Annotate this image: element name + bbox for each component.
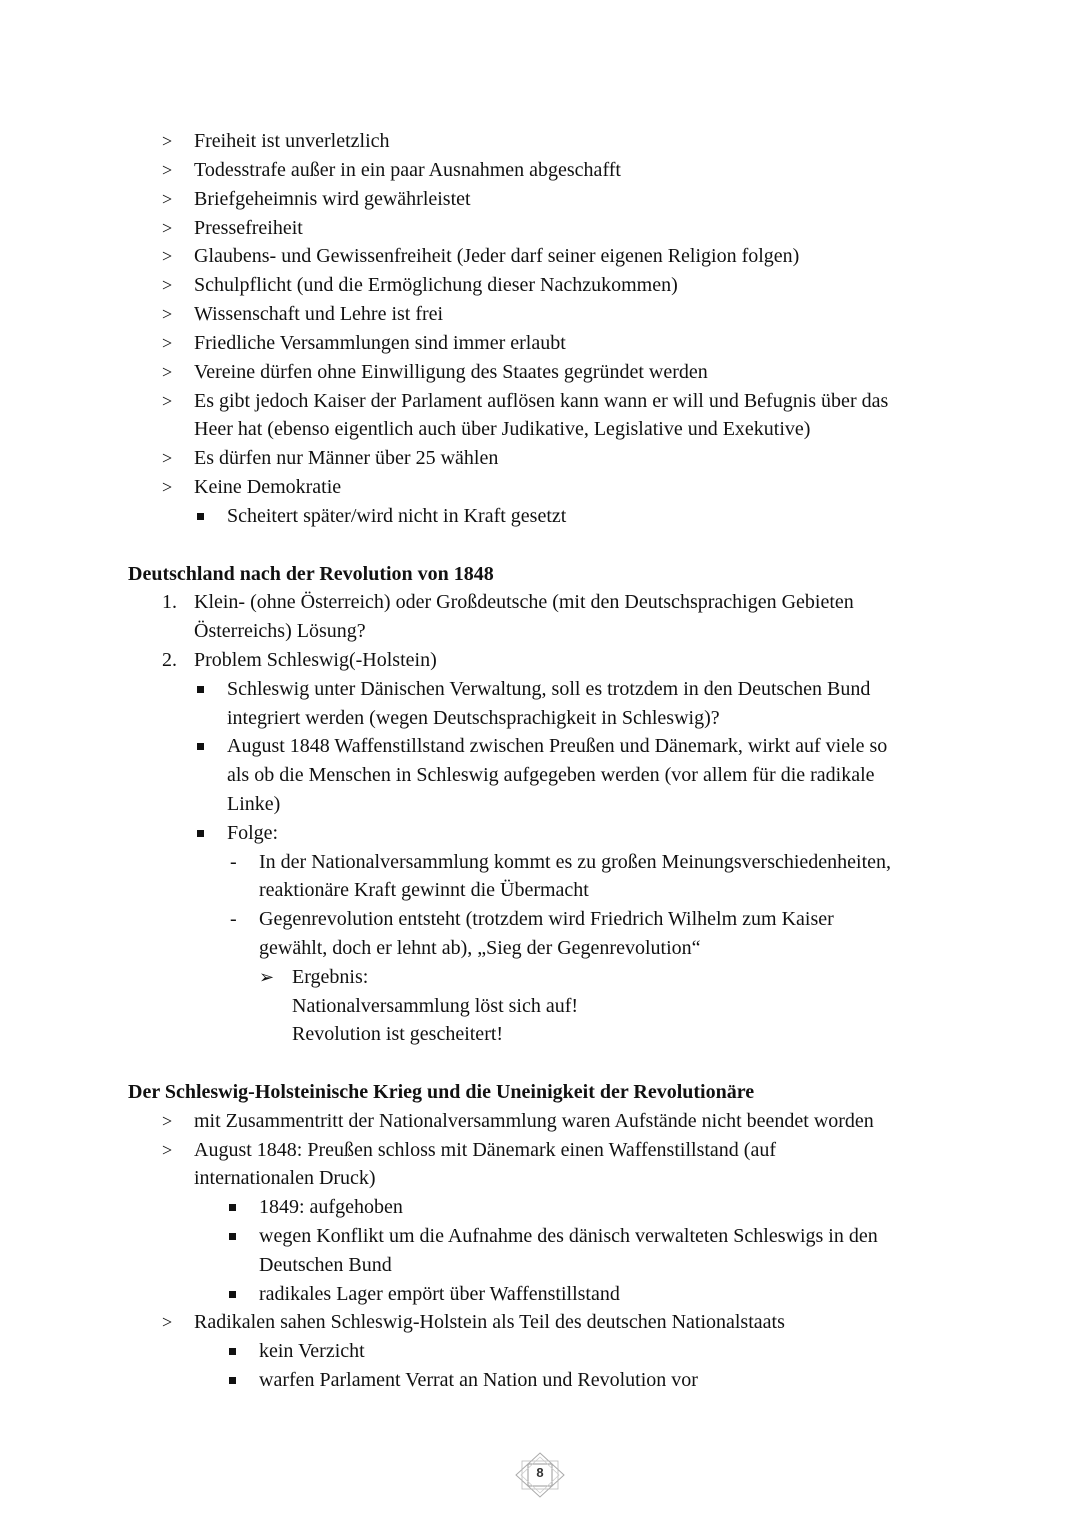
square-bullet-icon (229, 1204, 236, 1211)
result-line: Revolution ist gescheitert! (292, 1023, 504, 1045)
dash-list-item: In der Nationalversammlung kommt es zu großen Meinungsverschiedenheiten, (259, 851, 892, 873)
sub-list-item-continuation: als ob die Menschen in Schleswig aufgegeben werden (vor allem für die radikale (227, 764, 875, 786)
bullet-marker: > (162, 1140, 173, 1160)
list-item-continuation: internationalen Druck) (194, 1167, 376, 1189)
sub-list-item: Folge: (227, 822, 279, 844)
arrow-bullet-icon: ➢ (259, 967, 275, 987)
sub-list-item: Scheitert später/wird nicht in Kraft gesetzt (227, 505, 567, 527)
list-number: 1. (162, 591, 177, 613)
sub-list-item: kein Verzicht (259, 1340, 365, 1362)
bullet-marker: > (162, 160, 173, 180)
square-bullet-icon (229, 1233, 236, 1240)
list-item: Freiheit ist unverletzlich (194, 130, 390, 152)
square-bullet-icon (197, 686, 204, 693)
sub-list-item: radikales Lager empört über Waffenstillstand (259, 1283, 620, 1305)
sub-list-item-continuation: integriert werden (wegen Deutschsprachigkeit in Schleswig)? (227, 707, 720, 729)
list-item: mit Zusammentritt der Nationalversammlung waren Aufstände nicht beendet worden (194, 1110, 874, 1132)
page-number: 8 (536, 1465, 544, 1480)
list-item: Wissenschaft und Lehre ist frei (194, 303, 444, 325)
result-label: Ergebnis: (292, 966, 369, 988)
list-item: August 1848: Preußen schloss mit Dänemark einen Waffenstillstand (auf (194, 1139, 776, 1161)
bullet-marker: > (162, 333, 173, 353)
square-bullet-icon (229, 1377, 236, 1384)
list-item-continuation: Heer hat (ebenso eigentlich auch über Judikative, Legislative und Exekutive) (194, 418, 811, 440)
list-number: 2. (162, 649, 177, 671)
square-bullet-icon (229, 1291, 236, 1298)
bullet-marker: > (162, 218, 173, 238)
bullet-marker: > (162, 448, 173, 468)
square-bullet-icon (197, 830, 204, 837)
list-item: Keine Demokratie (194, 476, 342, 498)
sub-list-item-continuation: Deutschen Bund (259, 1254, 392, 1276)
list-item: Glaubens- und Gewissenfreiheit (Jeder darf seiner eigenen Religion folgen) (194, 245, 800, 267)
list-item: Briefgeheimnis wird gewährleistet (194, 188, 471, 210)
sub-list-item: 1849: aufgehoben (259, 1196, 403, 1218)
bullet-marker: > (162, 189, 173, 209)
dash-list-item-continuation: gewählt, doch er lehnt ab), „Sieg der Gegenrevolution“ (259, 937, 701, 959)
bullet-marker: > (162, 391, 173, 411)
list-item: Klein- (ohne Österreich) oder Großdeutsche (mit den Deutschsprachigen Gebieten (194, 591, 854, 613)
list-item: Schulpflicht (und die Ermöglichung dieser Nachzukommen) (194, 274, 678, 296)
square-bullet-icon (229, 1348, 236, 1355)
square-bullet-icon (197, 743, 204, 750)
bullet-marker: > (162, 1312, 173, 1332)
sub-list-item-continuation: Linke) (227, 793, 281, 815)
list-item: Vereine dürfen ohne Einwilligung des Staates gegründet werden (194, 361, 708, 383)
list-item: Radikalen sahen Schleswig-Holstein als Teil des deutschen Nationalstaats (194, 1311, 785, 1333)
list-item: Friedliche Versammlungen sind immer erlaubt (194, 332, 566, 354)
bullet-marker: > (162, 131, 173, 151)
dash-list-item: Gegenrevolution entsteht (trotzdem wird Friedrich Wilhelm zum Kaiser (259, 908, 834, 930)
bullet-marker: > (162, 477, 173, 497)
dash-list-item-continuation: reaktionäre Kraft gewinnt die Übermacht (259, 879, 589, 901)
list-item: Es gibt jedoch Kaiser der Parlament auflösen kann wann er will und Befugnis über das (194, 390, 889, 412)
sub-list-item: warfen Parlament Verrat an Nation und Revolution vor (259, 1369, 698, 1391)
result-line: Nationalversammlung löst sich auf! (292, 995, 579, 1017)
list-item: Problem Schleswig(-Holstein) (194, 649, 437, 671)
list-item: Todesstrafe außer in ein paar Ausnahmen abgeschafft (194, 159, 621, 181)
dash-marker: - (230, 851, 237, 873)
list-item: Pressefreiheit (194, 217, 303, 239)
page-number-badge (512, 1452, 568, 1498)
list-item: Es dürfen nur Männer über 25 wählen (194, 447, 499, 469)
bullet-marker: > (162, 246, 173, 266)
dash-marker: - (230, 908, 237, 930)
sub-list-item: Schleswig unter Dänischen Verwaltung, soll es trotzdem in den Deutschen Bund (227, 678, 871, 700)
bullet-marker: > (162, 275, 173, 295)
sub-list-item: wegen Konflikt um die Aufnahme des dänisch verwalteten Schleswigs in den (259, 1225, 878, 1247)
sub-list-item: August 1848 Waffenstillstand zwischen Preußen und Dänemark, wirkt auf viele so (227, 735, 888, 757)
square-bullet-icon (197, 513, 204, 520)
bullet-marker: > (162, 304, 173, 324)
bullet-marker: > (162, 1111, 173, 1131)
list-item-continuation: Österreichs) Lösung? (194, 620, 366, 642)
bullet-marker: > (162, 362, 173, 382)
section-heading: Der Schleswig-Holsteinische Krieg und die Uneinigkeit der Revolutionäre (128, 1081, 755, 1103)
section-heading: Deutschland nach der Revolution von 1848 (128, 563, 494, 585)
